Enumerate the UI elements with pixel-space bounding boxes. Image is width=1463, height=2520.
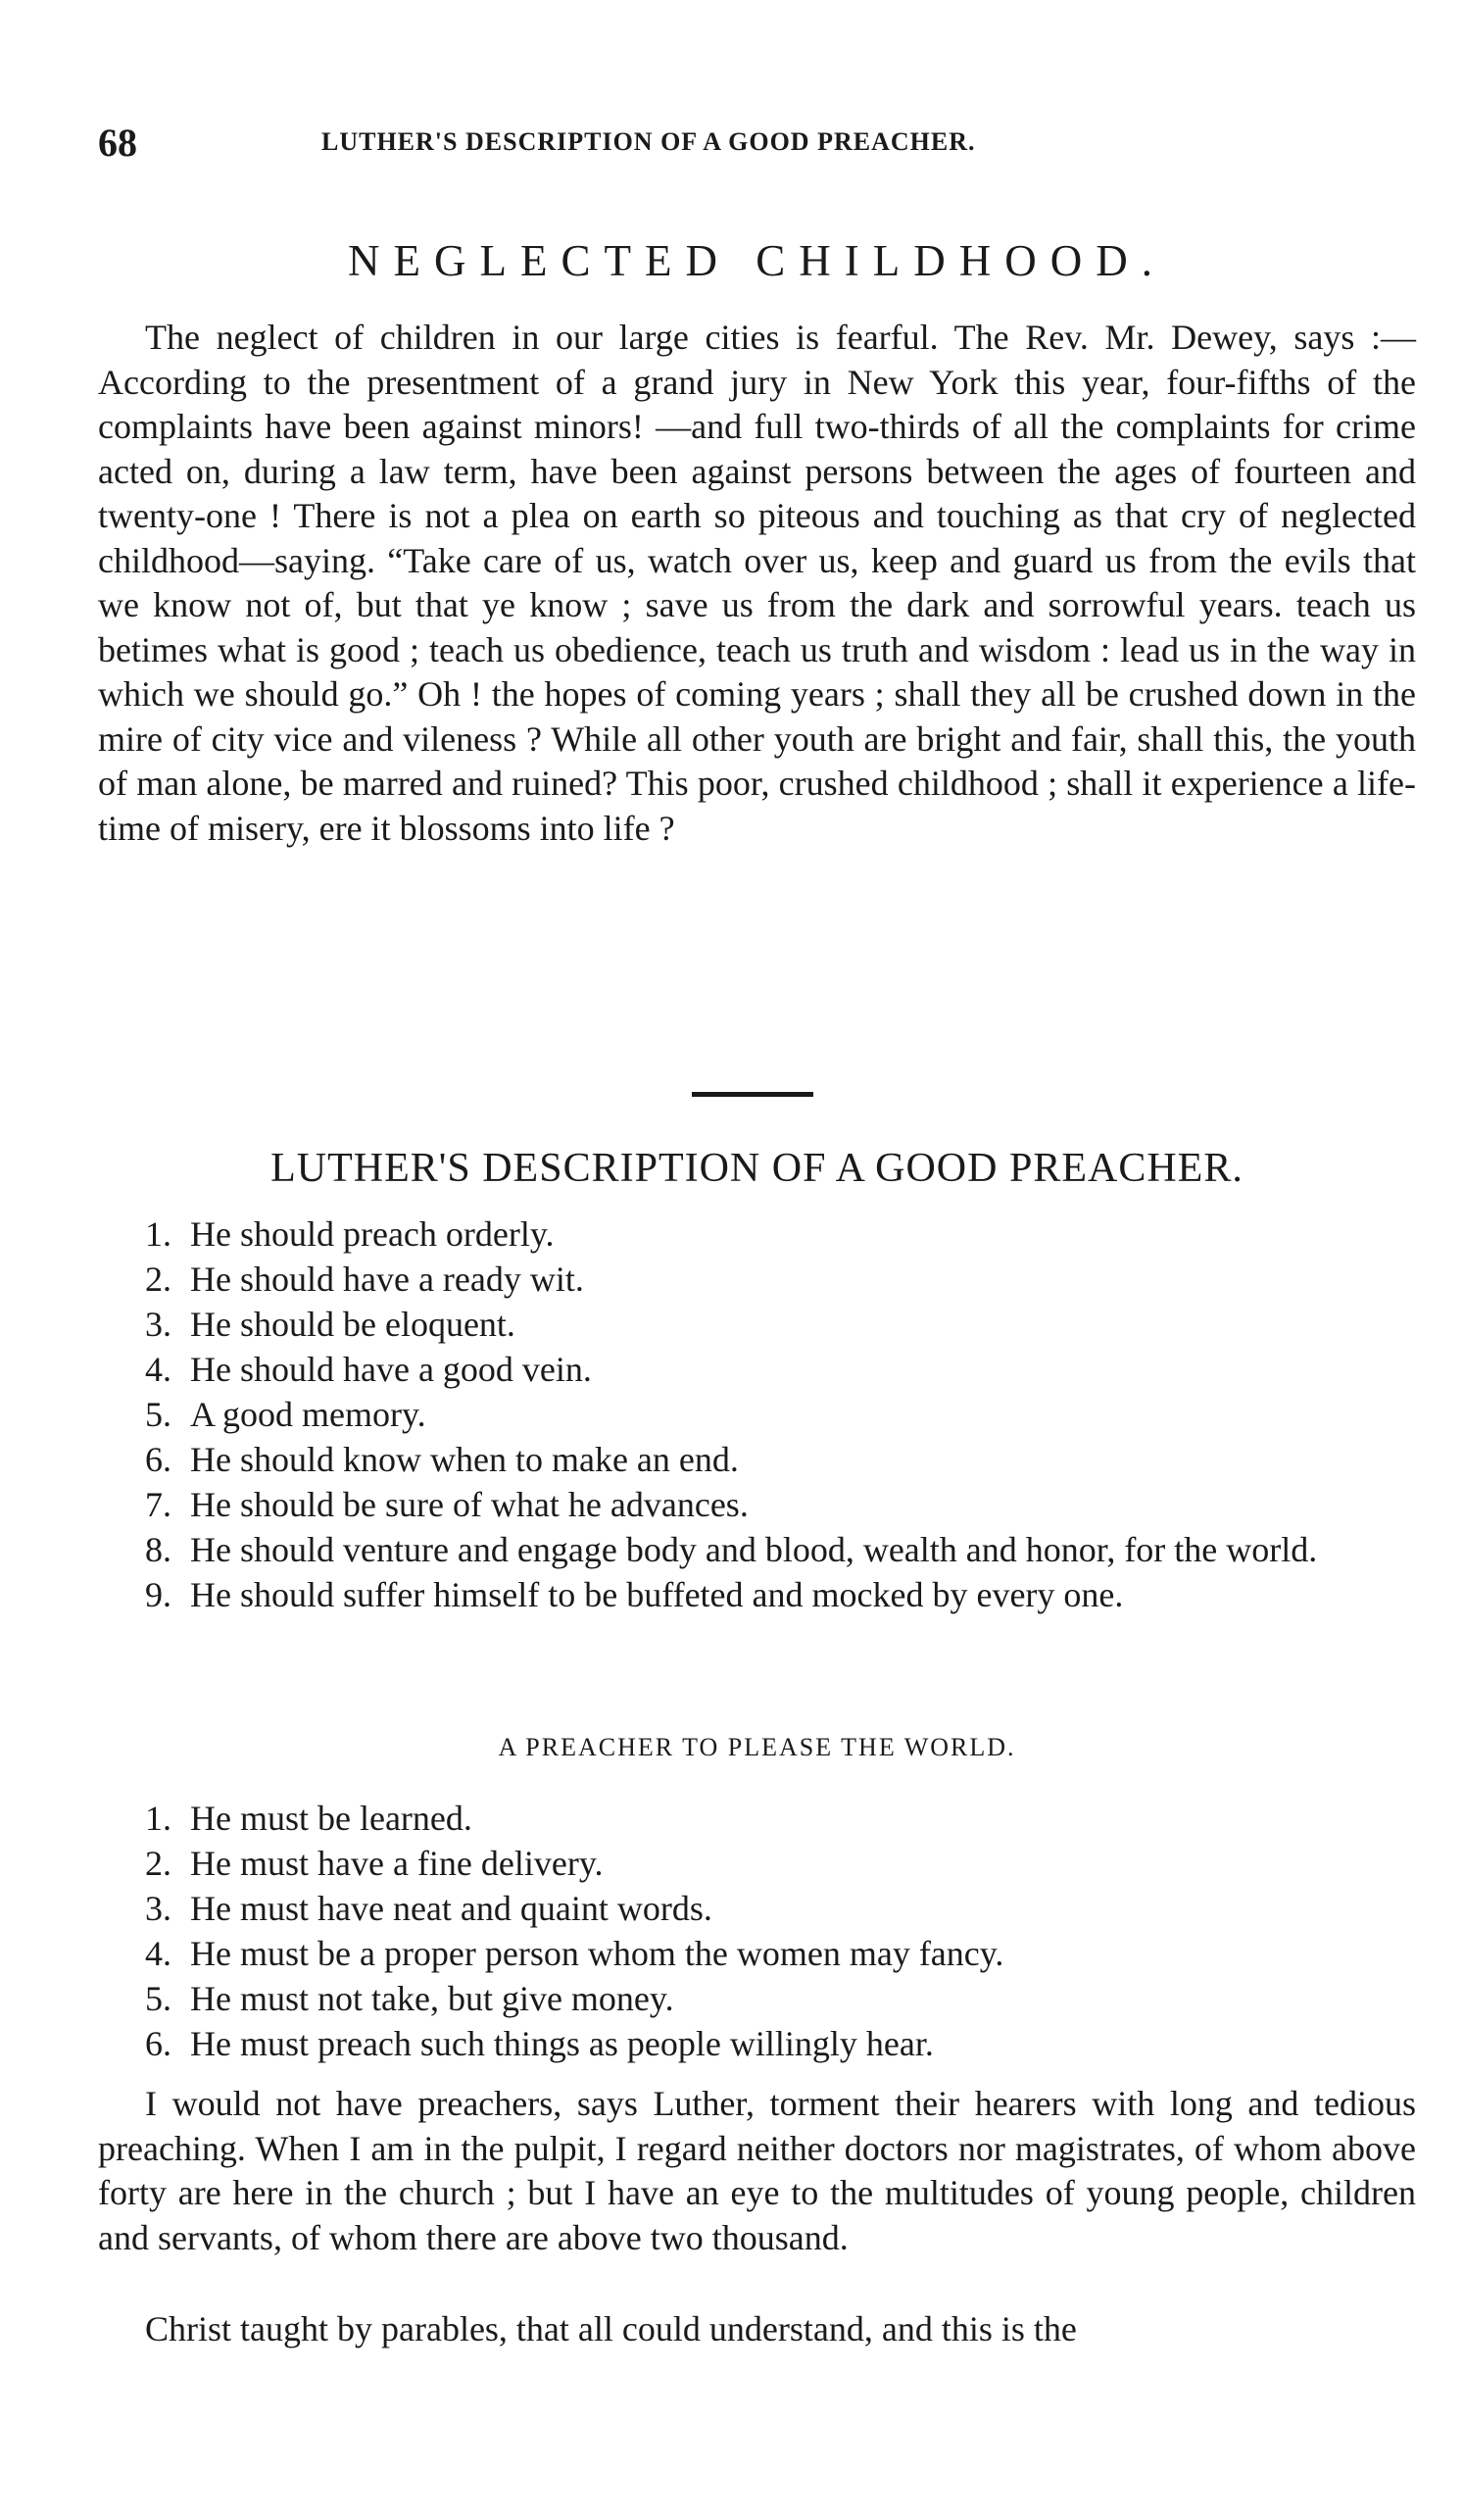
- list-item: [98, 1841, 1416, 1886]
- list-item-number: 3.: [145, 1305, 171, 1344]
- section-divider: [692, 1092, 813, 1097]
- list-item: [98, 2021, 1416, 2066]
- list-item: [98, 1257, 1416, 1302]
- section-title-preacher-to-please-world: A PREACHER TO PLEASE THE WORLD.: [498, 1733, 1016, 1761]
- list-item-text: He should be eloquent.: [190, 1305, 515, 1344]
- list-item: [98, 1437, 1416, 1482]
- list-item: [98, 1886, 1416, 1931]
- list-item-text: He should know when to make an end.: [190, 1440, 739, 1479]
- list-item-number: 4.: [145, 1350, 171, 1389]
- list-item-text: He should venture and engage body and blood, wealth and honor, for the world.: [190, 1530, 1318, 1569]
- book-page: [98, 0, 1416, 2520]
- list-item: [98, 1931, 1416, 1976]
- list-item-number: 1.: [145, 1214, 171, 1254]
- list-item-text: He must have a fine delivery.: [190, 1844, 604, 1883]
- good-preacher-list: [98, 1211, 1416, 1617]
- list-item: [98, 1482, 1416, 1527]
- list-item: [98, 1347, 1416, 1392]
- page-number: 68: [98, 121, 137, 165]
- list-item-number: 3.: [145, 1889, 171, 1928]
- section-title-good-preacher: LUTHER'S DESCRIPTION OF A GOOD PREACHER.: [270, 1146, 1244, 1191]
- list-item-number: 4.: [145, 1934, 171, 1973]
- running-title: LUTHER'S DESCRIPTION OF A GOOD PREACHER.: [321, 127, 976, 156]
- list-item-text: He must be a proper person whom the women may fancy.: [190, 1934, 1004, 1973]
- list-item-text: He must not take, but give money.: [190, 1979, 674, 2018]
- list-item-text: He should have a ready wit.: [190, 1260, 584, 1299]
- list-item-text: He should have a good vein.: [190, 1350, 592, 1389]
- world-preacher-list: [98, 1796, 1416, 2066]
- list-item-text: A good memory.: [190, 1395, 426, 1434]
- list-item-number: 2.: [145, 1844, 171, 1883]
- section-title-neglected-childhood: NEGLECTED CHILDHOOD.: [348, 236, 1166, 285]
- list-item-text: He should suffer himself to be buffeted and mocked by every one.: [190, 1575, 1124, 1614]
- list-item-number: 6.: [145, 1440, 171, 1479]
- paragraph-luther-quote: I would not have preachers, says Luther, torment their hearers with long and tedious preaching. When I am in the pulpit, I regard neither doctors nor magistrates, of whom above forty are here in the church ; but I have an eye to the multitudes of young people, children and servants, of whom there are above two thousand.: [98, 2084, 1416, 2257]
- list-item-text: He must be learned.: [190, 1799, 472, 1838]
- list-item: [98, 1796, 1416, 1841]
- paragraph-neglected-childhood: The neglect of children in our large cities is fearful. The Rev. Mr. Dewey, says :—According to the presentment of a grand jury in New York this year, four-fifths of the complaints have been against minors! —and full two-thirds of all the complaints for crime acted on, during a law term, have been against persons between the ages of fourteen and twenty-one ! There is not a plea on earth so piteous and touching as that cry of neglected childhood—saying. “Take care of us, watch over us, keep and guard us from the evils that we know not of, but that ye know ; save us from the dark and sorrowful years. teach us betimes what is good ; teach us obedience, teach us truth and wisdom : lead us in the way in which we should go.” Oh ! the hopes of coming years ; shall they all be crushed down in the mire of city vice and vileness ? While all other youth are bright and fair, shall this, the youth of man alone, be marred and ruined? This poor, crushed childhood ; shall it experience a life-time of misery, ere it blossoms into life ?: [98, 318, 1416, 848]
- list-item-number: 9.: [145, 1575, 171, 1614]
- list-item-number: 8.: [145, 1530, 171, 1569]
- list-item-text: He should be sure of what he advances.: [190, 1485, 749, 1524]
- paragraph-closing-line: Christ taught by parables, that all could understand, and this is the: [145, 2309, 1077, 2348]
- list-item-number: 5.: [145, 1395, 171, 1434]
- list-item: [98, 1392, 1416, 1437]
- list-item-number: 6.: [145, 2024, 171, 2063]
- list-item-number: 5.: [145, 1979, 171, 2018]
- list-item: [98, 1211, 1416, 1257]
- list-item: [98, 1572, 1416, 1617]
- running-head: [98, 120, 1416, 165]
- list-item-text: He should preach orderly.: [190, 1214, 555, 1254]
- list-item-text: He must preach such things as people willingly hear.: [190, 2024, 934, 2063]
- list-item-number: 1.: [145, 1799, 171, 1838]
- list-item-number: 2.: [145, 1260, 171, 1299]
- list-item: [98, 1527, 1416, 1572]
- list-item-number: 7.: [145, 1485, 171, 1524]
- list-item-text: He must have neat and quaint words.: [190, 1889, 712, 1928]
- list-item: [98, 1976, 1416, 2021]
- list-item: [98, 1302, 1416, 1347]
